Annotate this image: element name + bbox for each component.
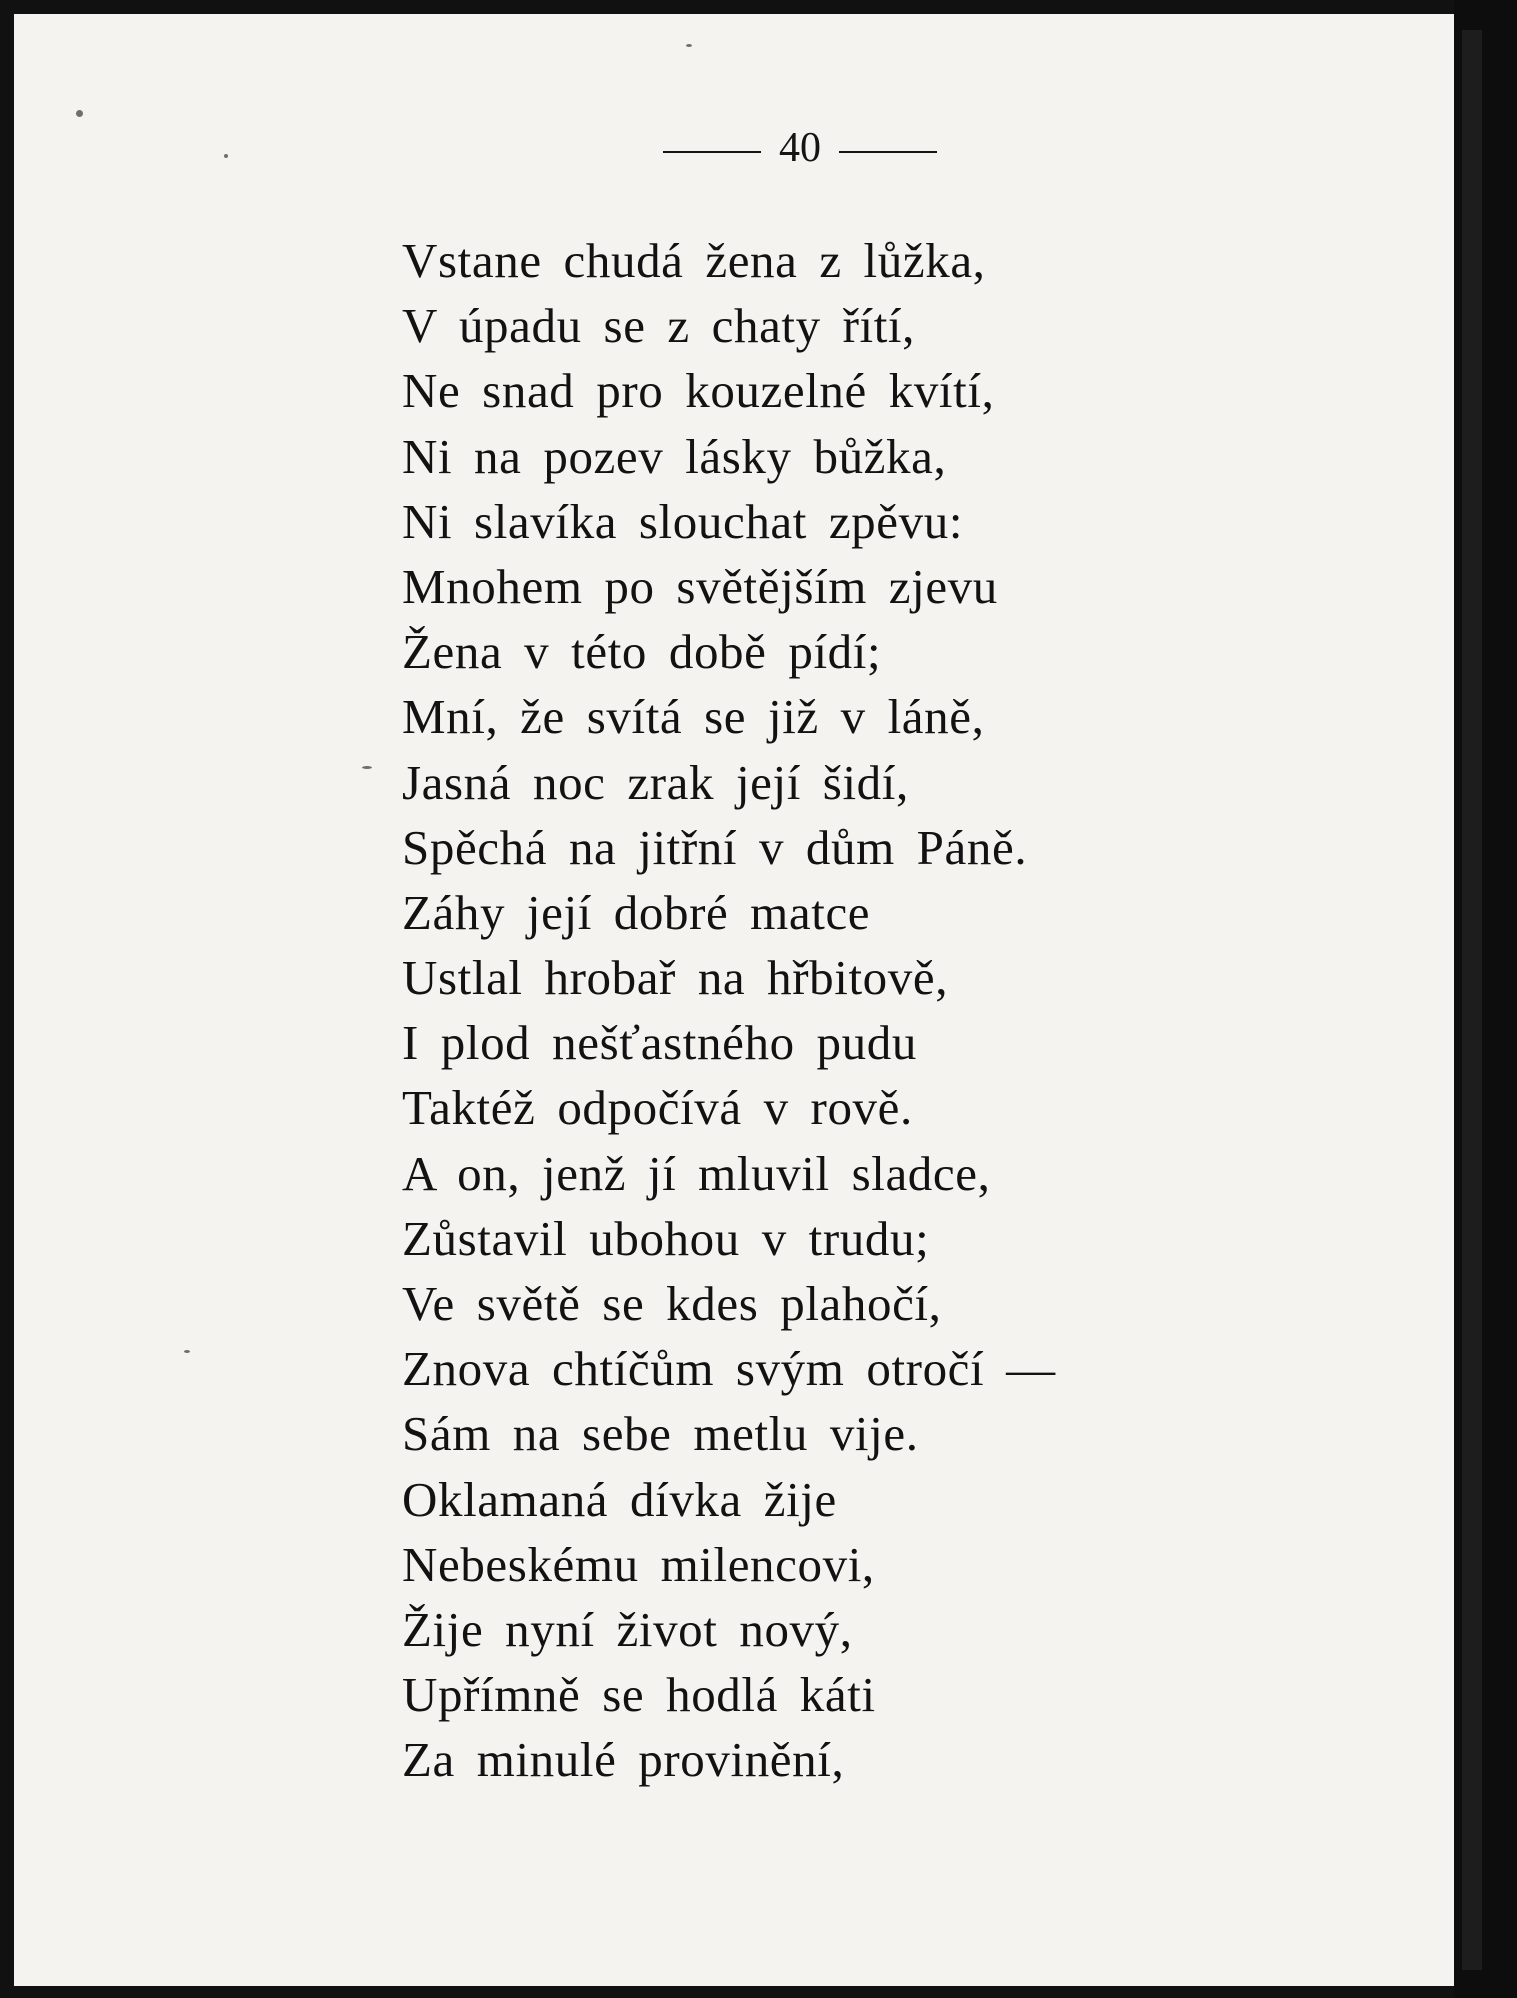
poem-line: Žena v této době pídí;: [402, 624, 882, 680]
page-number: 40: [779, 125, 821, 171]
poem-line: Sám na sebe metlu vije.: [402, 1406, 919, 1462]
poem-line: Mnohem po světějším zjevu: [402, 558, 998, 614]
poem-line: Oklamaná dívka žije: [402, 1471, 837, 1527]
poem-line: Vstane chudá žena z lůžka,: [402, 233, 986, 288]
poem-text: [402, 228, 1302, 1793]
poem-line: Nebeskému milencovi,: [402, 1536, 875, 1592]
page-number-header: [600, 118, 1000, 178]
poem-line: Ni na pozev lásky bůžka,: [402, 428, 947, 484]
poem-line: Spěchá na jitřní v dům Páně.: [402, 819, 1028, 875]
paper-speck: [686, 44, 692, 47]
poem-line: Ni slavíka slouchat zpěvu:: [402, 493, 964, 549]
poem-line: Ustlal hrobař na hřbitově,: [402, 950, 949, 1006]
poem-line: I plod nešťastného pudu: [402, 1015, 917, 1071]
poem-line: A on, jenž jí mluvil sladce,: [402, 1145, 991, 1201]
header-rule-left: [663, 151, 761, 153]
poem-line: Ne snad pro kouzelné kvítí,: [402, 363, 995, 419]
paper-speck: [184, 1350, 190, 1353]
poem-line: Znova chtíčům svým otročí —: [402, 1341, 1056, 1397]
poem-line: Upřímně se hodlá káti: [402, 1667, 876, 1723]
poem-line: Záhy její dobré matce: [402, 884, 871, 940]
poem-line: Zůstavil ubohou v trudu;: [402, 1210, 930, 1266]
book-gutter-strip: [1462, 30, 1482, 1970]
poem-line: Ve světě se kdes plahočí,: [402, 1276, 942, 1331]
poem-line: V úpadu se z chaty řítí,: [402, 298, 915, 354]
poem-line: Za minulé provinění,: [402, 1732, 845, 1788]
header-rule-right: [839, 151, 937, 153]
poem-line: Žije nyní život nový,: [402, 1601, 853, 1657]
paper-speck: [224, 154, 228, 158]
poem-line: Taktéž odpočívá v rově.: [402, 1080, 913, 1136]
poem-line: Jasná noc zrak její šidí,: [402, 754, 909, 810]
paper-speck: [362, 766, 372, 769]
poem-line: Mní, že svítá se již v láně,: [402, 689, 985, 745]
paper-speck: [76, 110, 83, 117]
